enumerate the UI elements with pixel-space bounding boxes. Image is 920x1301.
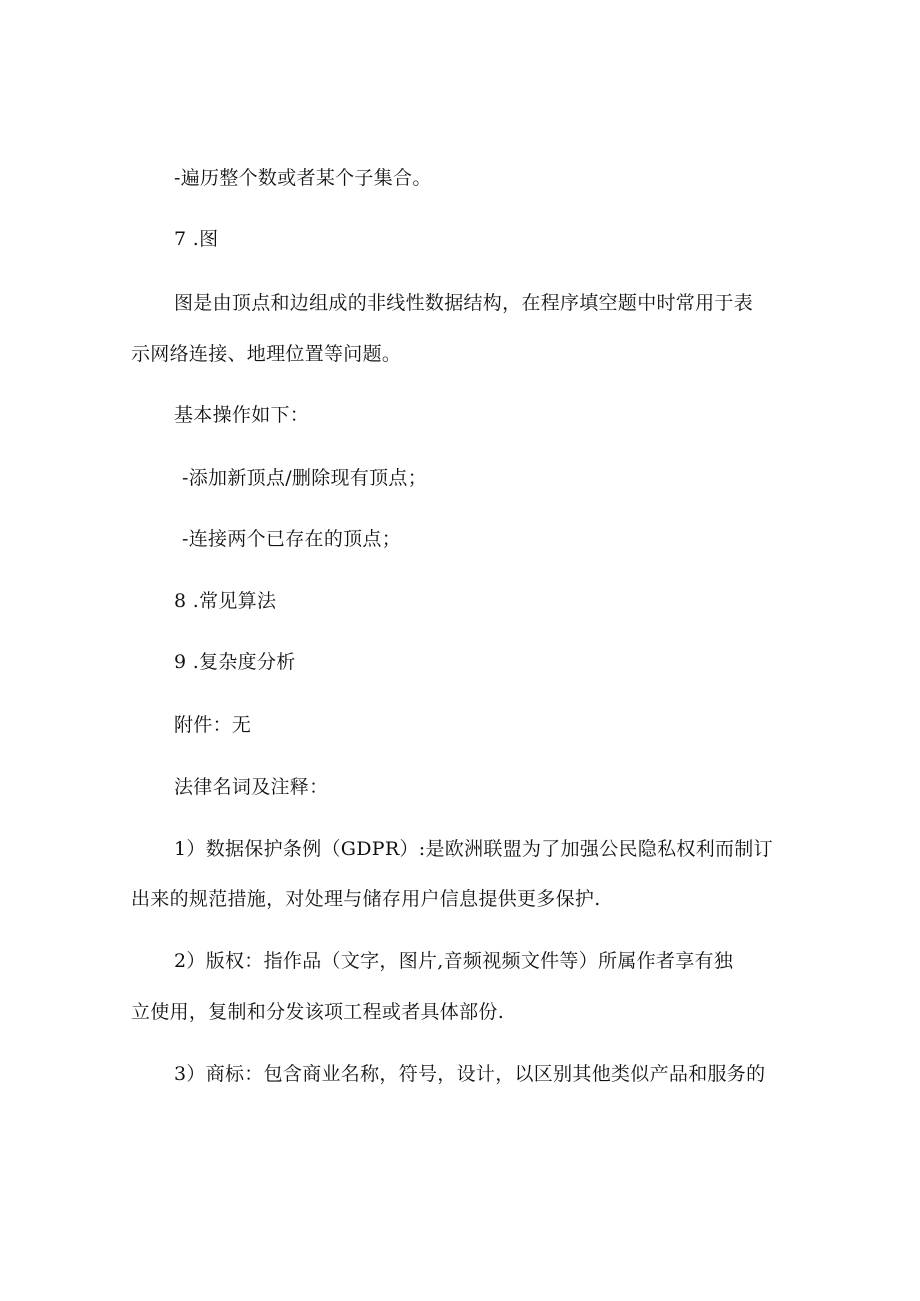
text-line-gdpr: 1）数据保护条例（GDPR）:是欧洲联盟为了加强公民隐私权利而制订 bbox=[174, 838, 773, 860]
text-line-graph-definition: 图是由顶点和边组成的非线性数据结构，在程序填空题中时常用于表 bbox=[174, 292, 754, 314]
text-line-copyright: 2）版权：指作品（文字，图片,音频视频文件等）所属作者享有独 bbox=[174, 950, 734, 972]
heading-graph: 7 .图 bbox=[174, 228, 219, 250]
text-line-graph-definition-cont: 示网络连接、地理位置等问题。 bbox=[131, 343, 402, 365]
text-line-traverse: -遍历整个数或者某个子集合。 bbox=[174, 167, 432, 189]
heading-common-algorithms: 8 .常见算法 bbox=[174, 590, 277, 612]
heading-legal-terms: 法律名词及注释： bbox=[174, 776, 329, 798]
text-line-trademark: 3）商标：包含商业名称，符号，设计，以区别其他类似产品和服务的 bbox=[174, 1063, 766, 1085]
list-item-connect-vertices: -连接两个已存在的顶点； bbox=[182, 528, 402, 550]
text-line-basic-operations: 基本操作如下： bbox=[174, 404, 310, 426]
list-item-add-remove-vertex: -添加新顶点/删除现有顶点； bbox=[182, 467, 428, 489]
text-line-copyright-cont: 立使用，复制和分发该项工程或者具体部份. bbox=[131, 1001, 505, 1023]
heading-complexity-analysis: 9 .复杂度分析 bbox=[174, 651, 296, 673]
text-line-gdpr-cont: 出来的规范措施，对处理与储存用户信息提供更多保护. bbox=[131, 888, 601, 910]
text-line-attachment: 附件：无 bbox=[174, 714, 252, 736]
